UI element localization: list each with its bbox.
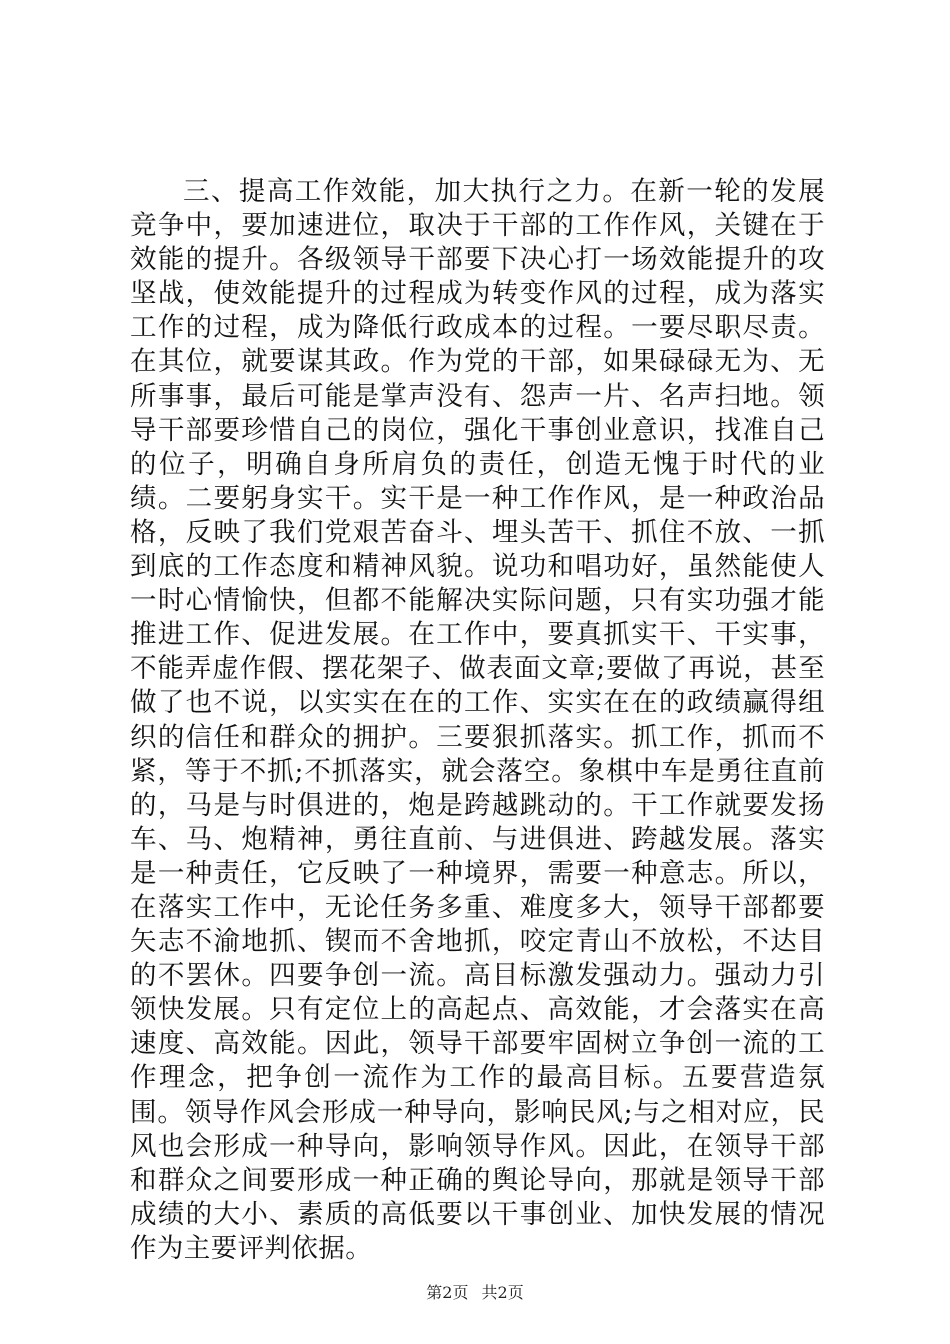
page-footer [0,1283,950,1303]
page-number: 第2页 [426,1283,469,1302]
body-paragraph: 三、提高工作效能，加大执行之力。在新一轮的发展竞争中，要加速进位，取决于干部的工作作风，关键在于效能的提升。各级领导干部要下决心打一场效能提升的攻坚战，使效能提升的过程成为转变作风的过程，成为落实工作的过程，成为降低行政成本的过程。一要尽职尽责。在其位，就要谋其政。作为党的干部，如果碌碌无为、无所事事，最后可能是掌声没有、怨声一片、名声扫地。领导干部要珍惜自己的岗位，强化干事创业意识，找准自己的位子，明确自身所肩负的责任，创造无愧于时代的业绩。二要躬身实干。实干是一种工作作风，是一种政治品格，反映了我们党艰苦奋斗、埋头苦干、抓住不放、一抓到底的工作态度和精神风貌。说功和唱功好，虽然能使人一时心情愉快，但都不能解决实际问题，只有实功强才能推进工作、促进发展。在工作中，要真抓实干、干实事，不能弄虚作假、摆花架子、做表面文章;要做了再说，甚至做了也不说，以实实在在的工作、实实在在的政绩赢得组织的信任和群众的拥护。三要狠抓落实。抓工作，抓而不紧，等于不抓;不抓落实，就会落空。象棋中车是勇往直前的，马是与时俱进的，炮是跨越跳动的。干工作就要发扬车、马、炮精神，勇往直前、与进俱进、跨越发展。落实是一种责任，它反映了一种境界，需要一种意志。所以，在落实工作中，无论任务多重、难度多大，领导干部都要矢志不渝地抓、锲而不舍地抓，咬定青山不放松，不达目的不罢休。四要争创一流。高目标激发强动力。强动力引领快发展。只有定位上的高起点、高效能，才会落实在高速度、高效能。因此，领导干部要牢固树立争创一流的工作理念，把争创一流作为工作的最高目标。五要营造氛围。领导作风会形成一种导向，影响民风;与之相对应，民风也会形成一种导向，影响领导作风。因此，在领导干部和群众之间要形成一种正确的舆论导向，那就是领导干部成绩的大小、素质的高低要以干事创业、加快发展的情况作为主要评判依据。 [130,176,825,1264]
page-total: 共2页 [481,1283,524,1302]
